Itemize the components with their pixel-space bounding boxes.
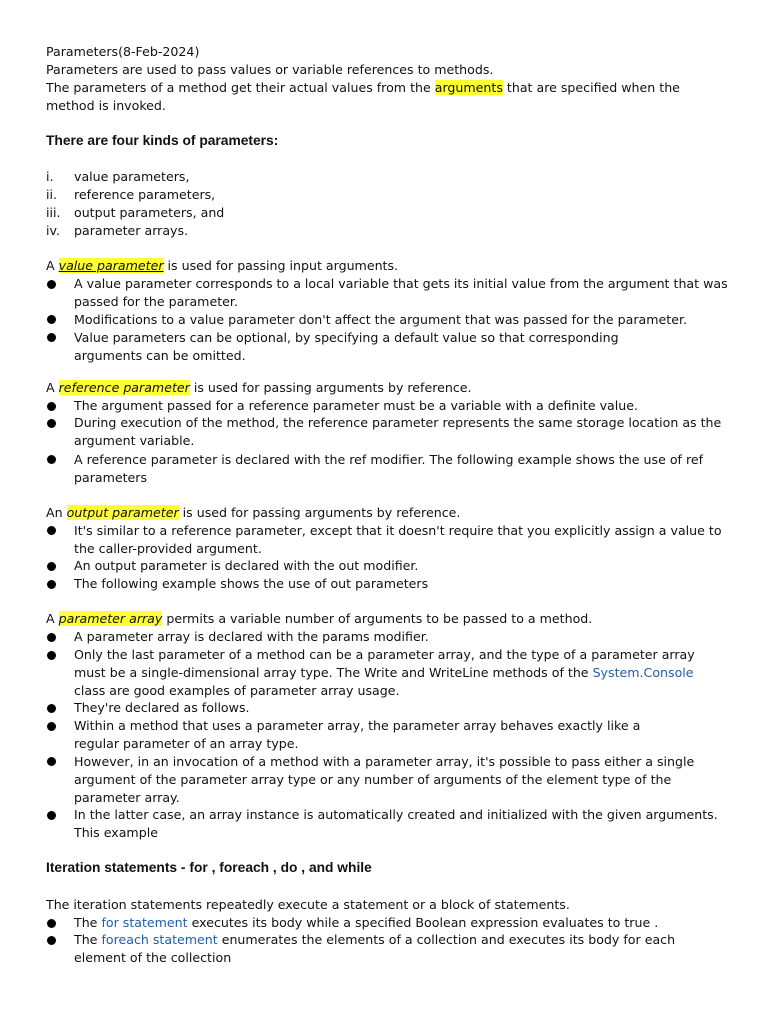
out-param-intro: [46, 504, 460, 522]
bullet-text: The following example shows the use of out parameters: [74, 576, 429, 591]
bullet-text: Modifications to a value parameter don't affect the argument that was passed for the parameter.: [74, 312, 687, 327]
bullet-text: [74, 664, 694, 682]
bullet-text: Only the last parameter of a method can be a parameter array, and the type of a parameter array: [74, 647, 695, 662]
bullet-icon: [47, 651, 56, 660]
highlight-value-parameter: value parameter: [58, 258, 164, 273]
bullet-icon: [47, 419, 56, 428]
text: The: [74, 915, 102, 930]
highlight-reference-parameter: reference parameter: [58, 380, 190, 395]
bullet-text: argument variable.: [74, 433, 195, 448]
bullet-icon: [47, 315, 56, 324]
bullet-text: the caller-provided argument.: [74, 541, 262, 556]
bullet-icon: [47, 580, 56, 589]
bullet-text: class are good examples of parameter array usage.: [74, 683, 400, 698]
text: executes its body while a specified Boolean expression evaluates to true .: [187, 915, 659, 930]
bullet-icon: [47, 402, 56, 411]
text: A: [46, 258, 59, 273]
intro-line-2: [46, 79, 680, 97]
iteration-heading: Iteration statements - for , foreach , do , and while: [46, 860, 372, 875]
bullet-icon: [47, 704, 56, 713]
bullet-icon: [47, 455, 56, 464]
ref-param-intro: [46, 379, 472, 397]
bullet-text: They're declared as follows.: [74, 700, 250, 715]
list-item: output parameters, and: [74, 205, 225, 220]
bullet-text: However, in an invocation of a method with a parameter array, it's possible to pass either a single: [74, 754, 695, 769]
foreach-statement-link[interactable]: foreach statement: [101, 932, 218, 947]
bullet-text: [74, 931, 675, 949]
bullet-text: A value parameter corresponds to a local variable that gets its initial value from the argument that was: [74, 276, 728, 291]
text: The: [74, 932, 102, 947]
document-title: Parameters(8-Feb-2024): [46, 44, 200, 59]
highlight-arguments: arguments: [434, 80, 503, 95]
text: is used for passing arguments by reference.: [178, 505, 461, 520]
bullet-text: The argument passed for a reference parameter must be a variable with a definite value.: [74, 398, 638, 413]
bullet-text: During execution of the method, the reference parameter represents the same storage location as the: [74, 415, 722, 430]
bullet-icon: [47, 562, 56, 571]
kinds-heading: There are four kinds of parameters:: [46, 133, 279, 148]
bullet-text: This example: [74, 825, 158, 840]
bullet-text: element of the collection: [74, 950, 232, 965]
bullet-icon: [47, 280, 56, 289]
highlight-output-parameter: output parameter: [66, 505, 179, 520]
bullet-text: A reference parameter is declared with the ref modifier. The following example shows the use of ref: [74, 452, 704, 467]
bullet-text: passed for the parameter.: [74, 294, 238, 309]
bullet-text: Value parameters can be optional, by specifying a default value so that corresponding: [74, 330, 619, 345]
bullet-text: [74, 914, 658, 932]
text: An: [46, 505, 67, 520]
list-item: value parameters,: [74, 169, 190, 184]
bullet-text: regular parameter of an array type.: [74, 736, 299, 751]
list-number: iii.: [46, 205, 61, 220]
bullet-icon: [47, 333, 56, 342]
bullet-icon: [47, 811, 56, 820]
iteration-intro: The iteration statements repeatedly execute a statement or a block of statements.: [46, 897, 570, 912]
bullet-text: In the latter case, an array instance is automatically created and initialized with the given arguments.: [74, 807, 718, 822]
list-number: iv.: [46, 223, 60, 238]
text: permits a variable number of arguments to be passed to a method.: [162, 611, 593, 626]
intro-line-2-tail: that are specified when the: [502, 80, 680, 95]
bullet-text: parameters: [74, 470, 148, 485]
text: is used for passing arguments by reference.: [189, 380, 472, 395]
bullet-text: Within a method that uses a parameter array, the parameter array behaves exactly like a: [74, 718, 641, 733]
text: A: [46, 380, 59, 395]
text: must be a single-dimensional array type. The Write and WriteLine methods of the: [74, 665, 593, 680]
bullet-icon: [47, 919, 56, 928]
highlight-parameter-array: parameter array: [58, 611, 163, 626]
bullet-icon: [47, 722, 56, 731]
bullet-icon: [47, 526, 56, 535]
bullet-text: A parameter array is declared with the params modifier.: [74, 629, 429, 644]
text: enumerates the elements of a collection and executes its body for each: [217, 932, 676, 947]
intro-line-1: Parameters are used to pass values or variable references to methods.: [46, 62, 494, 77]
system-console-link[interactable]: System.Console: [592, 665, 694, 680]
for-statement-link[interactable]: for statement: [101, 915, 188, 930]
text: is used for passing input arguments.: [163, 258, 399, 273]
bullet-text: parameter array.: [74, 790, 180, 805]
list-number: i.: [46, 169, 54, 184]
value-param-intro: [46, 257, 398, 275]
intro-line-2-text: The parameters of a method get their actual values from the: [46, 80, 435, 95]
list-item: reference parameters,: [74, 187, 216, 202]
param-array-intro: [46, 610, 592, 628]
bullet-text: An output parameter is declared with the out modifier.: [74, 558, 419, 573]
bullet-text: It's similar to a reference parameter, except that it doesn't require that you explicitly assign a value to: [74, 523, 722, 538]
list-number: ii.: [46, 187, 58, 202]
bullet-icon: [47, 633, 56, 642]
bullet-icon: [47, 936, 56, 945]
text: A: [46, 611, 59, 626]
bullet-text: argument of the parameter array type or any number of arguments of the element type of the: [74, 772, 672, 787]
bullet-icon: [47, 757, 56, 766]
list-item: parameter arrays.: [74, 223, 189, 238]
bullet-text: arguments can be omitted.: [74, 348, 246, 363]
intro-line-3: method is invoked.: [46, 98, 166, 113]
